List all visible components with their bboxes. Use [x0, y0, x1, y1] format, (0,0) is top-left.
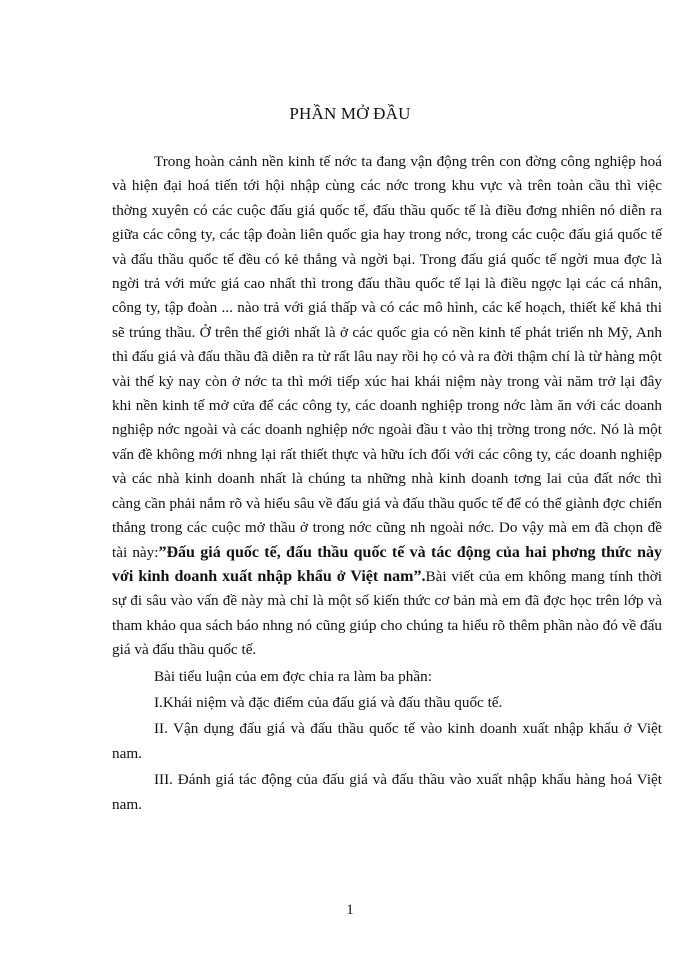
part-item-3: III. Đánh giá tác động của đấu giá và đấu thầu vào xuất nhập khẩu hàng hoá Việt nam.	[112, 771, 662, 813]
intro-text-part2: Bài viết của em không mang tính thời sự đi sâu vào vấn đề này mà chỉ là một số kiến thức cơ bản mà em đã đợc học trên lớp và tham khảo qua sách báo nhng nó cũng giúp cho chúng ta hiểu rõ thêm phần nào đó về đấu giá và đấu thầu quốc tế.	[112, 567, 663, 659]
structure-intro: Bài tiểu luận của em đợc chia ra làm ba phần:	[154, 667, 432, 685]
part-item-2: II. Vận dụng đấu giá và đấu thầu quốc tế vào kinh doanh xuất nhập khẩu ở Việt nam.	[112, 720, 662, 762]
document-body	[112, 150, 662, 817]
page-title: PHẦN MỞ ĐẦU	[289, 104, 411, 123]
intro-paragraph	[112, 150, 662, 663]
part-item-1: I.Khái niệm và đặc điểm của đấu giá và đấu thầu quốc tế.	[154, 693, 503, 711]
page-number: 1	[346, 902, 354, 918]
intro-text-part1: Trong hoàn cảnh nền kinh tế nớc ta đang vận động trên con đờng công nghiệp hoá và hiện đại hoá tiến tới hội nhập cùng các nớc trong khu vực và trên toàn cầu thì việc thờng xuyên có các cuộc đấu giá quốc tế, đấu thầu quốc tế là điều đơng nhiên nó diễn ra giữa các công ty, các tập đoàn liên quốc gia hay trong nớc, trong các cuộc đấu giá quốc tế và đấu thầu quốc tế đều có kẻ thắng và ngời bại. Trong đấu giá quốc tế ngời mua đợc là ngời trả với mức giá cao nhất thì trong đấu thầu quốc tế lại là điều ngợc lại các cá nhân, công ty, tập đoàn ... nào trả với giá thấp và có các mô hình, các kế hoạch, thiết kế khả thi sẽ trúng thầu. Ở trên thế giới nhất là ở các quốc gia có nền kinh tế phát triển nh Mỹ, Anh thì đấu giá và đấu thầu đã diễn ra từ rất lâu nay rồi họ có và ra đời thậm chí là từ hàng một vài thế kỷ nay còn ở nớc ta thì mới tiếp xúc hai khái niệm này trong vài năm trở lại đây khi nền kinh tế mở cửa để các công ty, các doanh nghiệp trong nớc làm ăn với các doanh nghiệp nớc ngoài và các doanh nghiệp nớc ngoài đầu t vào thị trờng trong nớc. Nó là một vấn đề không mới nhng lại rất thiết thực và hữu ích đối với các công ty, các doanh nghiệp và các nhà kinh doanh nhất là chúng ta những nhà kinh doanh tơng lai của đất nớc thì càng cần phải nắm rõ và hiểu sâu về đấu giá và đấu thầu quốc tế để có thể giành đợc chiến thắng trong các cuộc mở thầu ở trong nớc cũng nh ngoài nớc. Do vậy mà em đã chọn đề tài này:	[112, 153, 662, 561]
topic-title: ”Đấu giá quốc tế, đấu thầu quốc tế và tác động của hai phơng thức này với kinh doanh xuất nhập khẩu ở Việt nam”.	[112, 543, 662, 585]
